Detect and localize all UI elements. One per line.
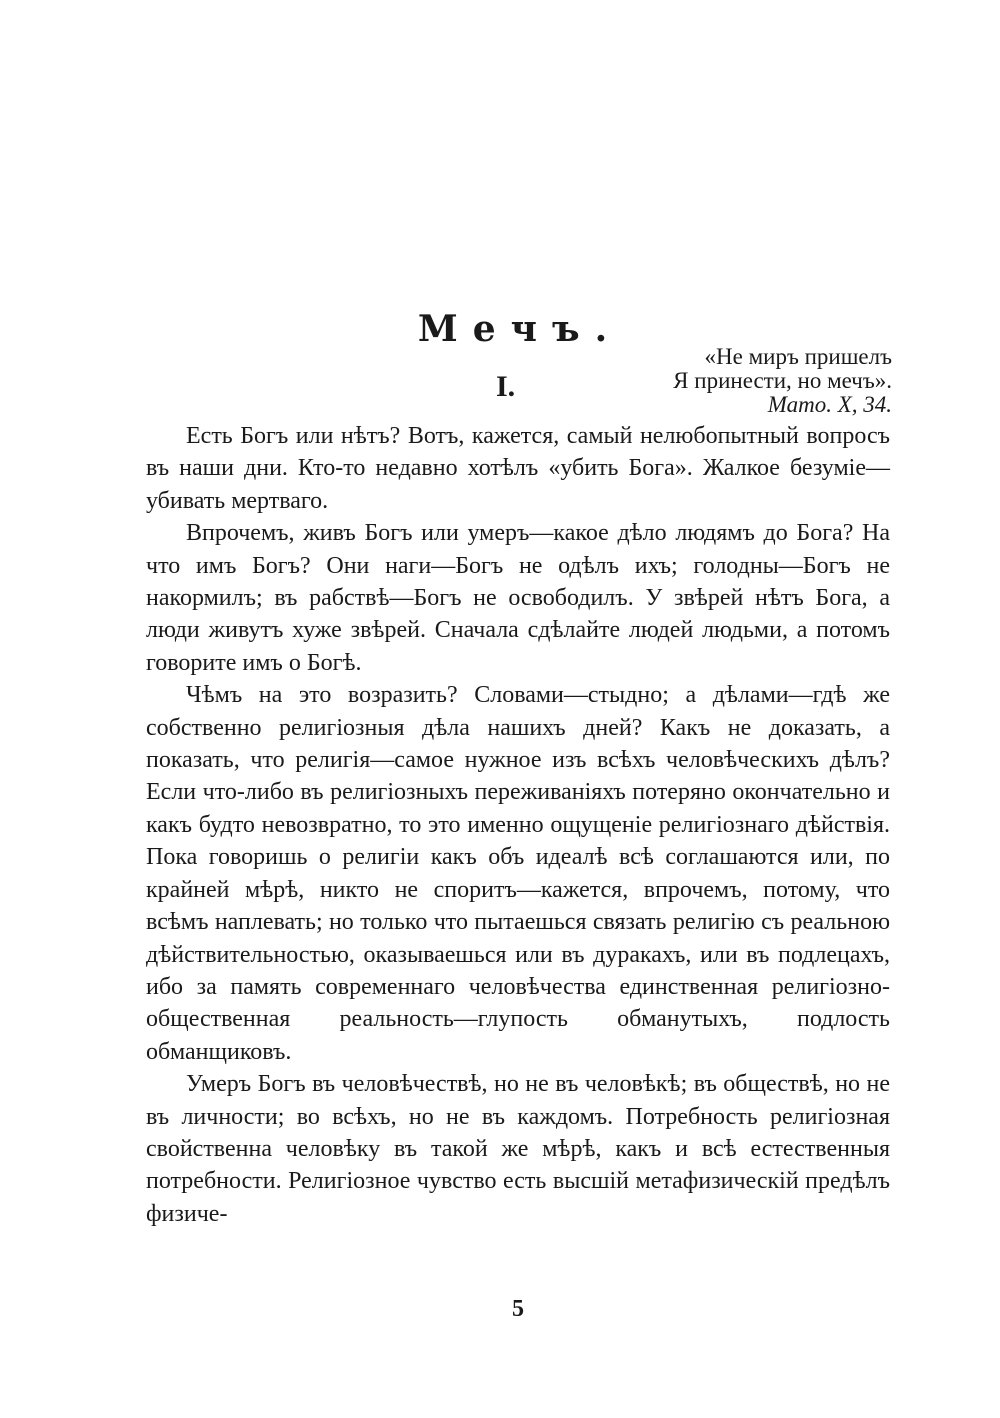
section-number: I. <box>496 370 516 403</box>
epigraph <box>673 345 892 417</box>
paragraph: Есть Богъ или нѣтъ? Вотъ, кажется, самый нелюбопытный вопросъ въ наши дни. Кто-то недавно хотѣлъ «убить Бога». Жалкое безуміе—убивать мертваго. <box>146 423 890 514</box>
paragraph: Чѣмъ на это возразить? Словами—стыдно; а дѣлами—гдѣ же собственно религіозныя дѣла нашихъ дней? Какъ не доказать, а показать, что религія—самое нужное изъ всѣхъ человѣческихъ дѣлъ? Если что-либо въ религіозныхъ переживаніяхъ потеряно окончательно и какъ будто невозвратно, то это именно ощущеніе религіознаго дѣйствія. Пока говоришь о религіи какъ объ идеалѣ всѣ соглашаются или, по крайней мѣрѣ, никто не споритъ—кажется, впрочемъ, потому, что всѣмъ наплевать; но только что пытаешься связать религію съ реальною дѣйствительностью, оказываешься или въ дуракахъ, или въ подлецахъ, ибо за память современнаго человѣчества единственная религіозно-общественная реальность—глупость обманутыхъ, подлость обманщиковъ. <box>146 682 890 1065</box>
page-number: 5 <box>512 1296 524 1322</box>
paragraph: Умеръ Богъ въ человѣчествѣ, но не въ человѣкѣ; въ обществѣ, но не въ личности; во всѣхъ, но не въ каждомъ. Потребность религіозная свойственна человѣку въ такой же мѣрѣ, какъ и всѣ естественныя потребности. Религіозное чувство есть высшій метафизическій предѣлъ физиче- <box>146 1071 890 1227</box>
epigraph-source: Мато. X, 34. <box>767 392 892 417</box>
epigraph-line: Я принести, но мечъ». <box>673 368 892 393</box>
paragraph: Впрочемъ, живъ Богъ или умеръ—какое дѣло людямъ до Бога? На что имъ Богъ? Они наги—Богъ не одѣлъ ихъ; голодны—Богъ не накормилъ; въ рабствѣ—Богъ не освободилъ. У звѣрей нѣтъ Бога, а люди живутъ хуже звѣрей. Сначала сдѣлайте людей людьми, а потомъ говорите имъ о Богѣ. <box>146 520 890 676</box>
epigraph-line: «Не миръ пришелъ <box>704 344 892 369</box>
body-text <box>146 420 890 1230</box>
chapter-title: Мечъ. <box>417 308 623 350</box>
